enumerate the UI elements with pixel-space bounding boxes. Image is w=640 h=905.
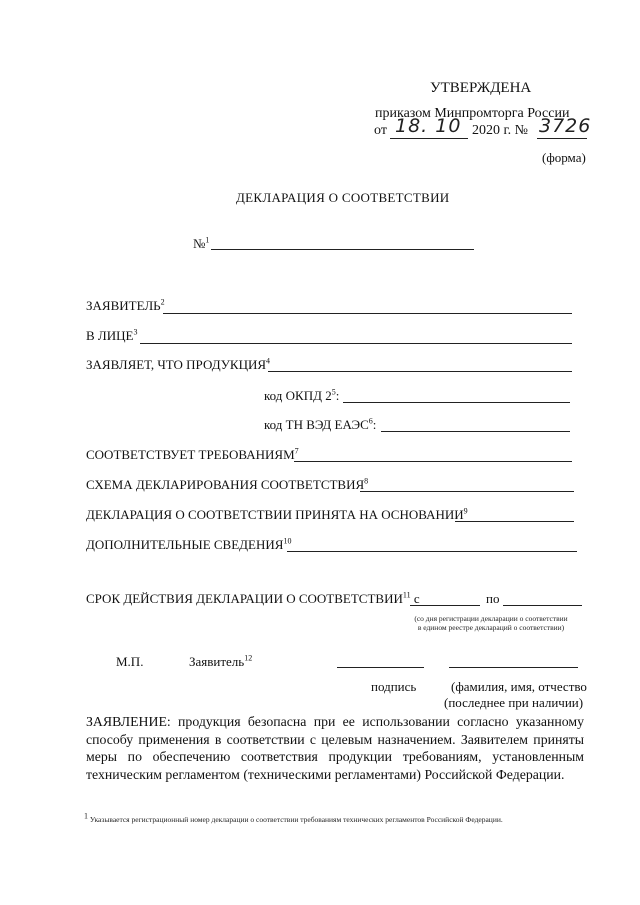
stamp-label: М.П. (116, 654, 144, 669)
applicant-field[interactable] (163, 313, 572, 314)
date-handwritten: 18. 10 (395, 115, 462, 137)
additional-field[interactable] (287, 551, 577, 552)
validity-to-label: по (486, 591, 500, 606)
validity-from-field[interactable] (410, 605, 480, 606)
number-label: №$^1$ (193, 235, 210, 251)
order-number-underline (537, 138, 587, 139)
date-underline (390, 138, 468, 139)
tnved-label: код ТН ВЭД ЕАЭС$^6$: (264, 416, 377, 432)
complies-label: СООТВЕТСТВУЕТ ТРЕБОВАНИЯМ$^7$ (86, 446, 299, 462)
date-prefix: от (374, 123, 387, 138)
applicant-label: ЗАЯВИТЕЛЬ$^2$ (86, 297, 165, 313)
order-number-handwritten: 3726 (539, 115, 592, 137)
scheme-field[interactable] (360, 491, 574, 492)
product-field[interactable] (268, 371, 572, 372)
declares-product-label: ЗАЯВЛЯЕТ, ЧТО ПРОДУКЦИЯ$^4$ (86, 356, 271, 372)
number-field[interactable] (211, 249, 474, 250)
signature-caption: подпись (371, 679, 417, 694)
form-label: (форма) (542, 150, 586, 165)
footnote: $^1$ Указывается регистрационный номер декларации о соответствии требованиям технических регламентов Российской Федерации. (84, 811, 503, 824)
validity-to-field[interactable] (503, 605, 582, 606)
approved-heading: УТВЕРЖДЕНА (430, 80, 532, 96)
additional-label: ДОПОЛНИТЕЛЬНЫЕ СВЕДЕНИЯ$^{10}$ (86, 536, 292, 552)
basis-label: ДЕКЛАРАЦИЯ О СООТВЕТСТВИИ ПРИНЯТА НА ОСНОВАНИИ$^9$ (86, 506, 468, 522)
date-year-label: 2020 г. № (472, 123, 529, 138)
full-name-field[interactable] (449, 667, 578, 668)
name-caption-line1: (фамилия, имя, отчество (451, 679, 587, 694)
signature-applicant-label: Заявитель$^{12}$ (189, 653, 253, 669)
complies-field[interactable] (294, 461, 572, 462)
tnved-field[interactable] (381, 431, 570, 432)
validity-note: (со дня регистрации декларации о соответствии в едином реестре деклараций о соответствии) (414, 614, 568, 632)
validity-label: СРОК ДЕЙСТВИЯ ДЕКЛАРАЦИИ О СООТВЕТСТВИИ$^{11}$ с (86, 590, 420, 606)
okpd-field[interactable] (343, 402, 570, 403)
statement-paragraph: ЗАЯВЛЕНИЕ: продукция безопасна при ее использовании согласно указанному способу применения в соответствии с целевым назначением. Заявителем приняты меры по обеспечению соответствия продукции требованиям, установленным техническим регламентом (техническими регламентами) Российской Федерации. (86, 714, 584, 782)
scheme-label: СХЕМА ДЕКЛАРИРОВАНИЯ СООТВЕТСТВИЯ$^8$ (86, 476, 369, 492)
basis-field[interactable] (455, 521, 574, 522)
order-line: приказом Минпромторга России (375, 106, 570, 121)
document-title: ДЕКЛАРАЦИЯ О СООТВЕТСТВИИ (236, 190, 450, 205)
okpd-label: код ОКПД $2^5$: (264, 387, 340, 403)
represented-by-label: В ЛИЦЕ$^3$ (86, 327, 138, 343)
represented-by-field[interactable] (140, 343, 572, 344)
signature-field[interactable] (337, 667, 424, 668)
name-caption-line2: (последнее при наличии) (444, 695, 584, 710)
